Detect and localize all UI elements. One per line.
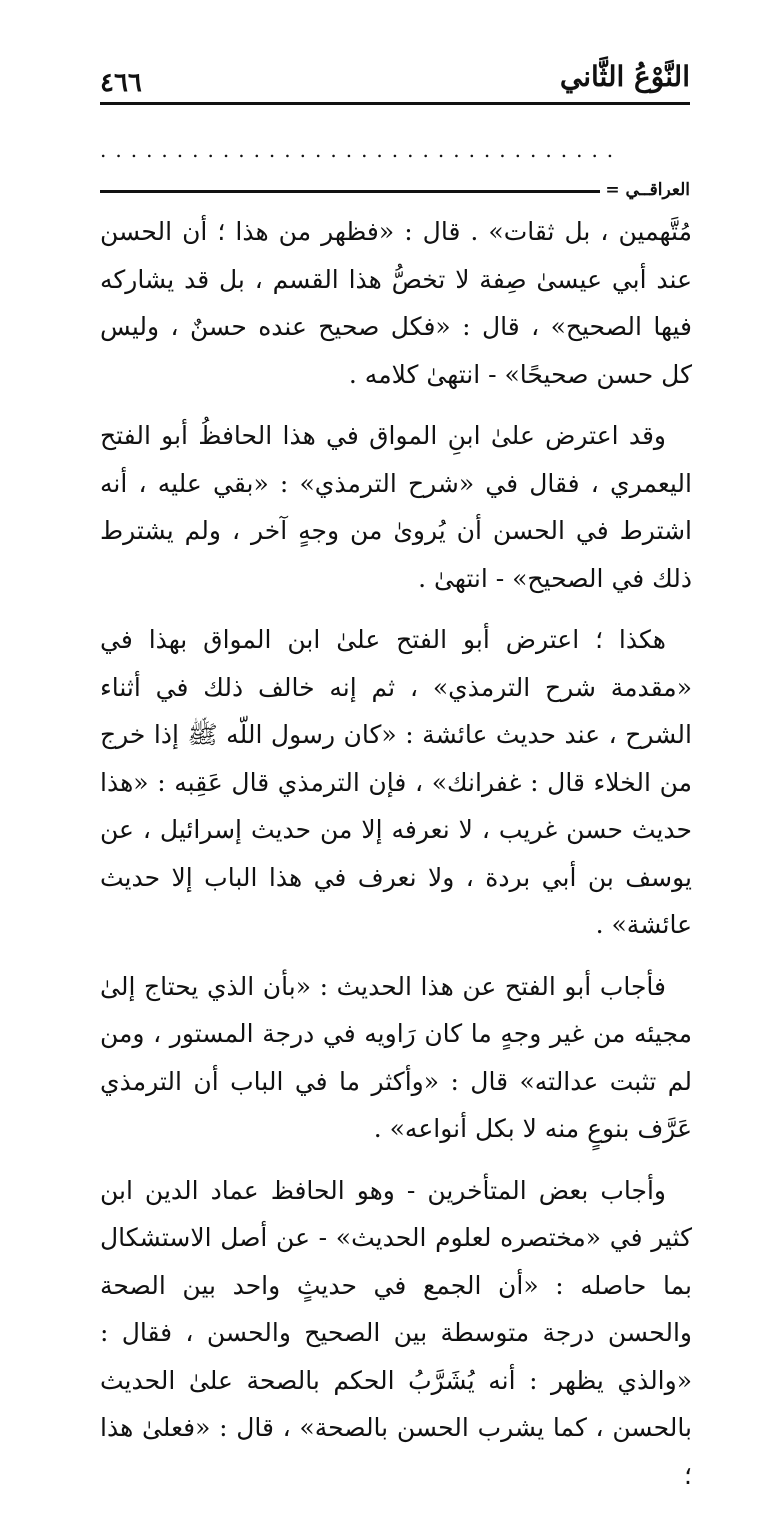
paragraph: هكذا ؛ اعترض أبو الفتح علىٰ ابن المواق بهذا في «مقدمة شرح الترمذي» ، ثم إنه خالف ذلك في أثناء الشرح ، عند حديث عائشة : «كان رسول اللّه ﷺ إذا خرج من الخلاء قال : غفرانك» ، فإن الترمذي قال عَقِبه : «هذا حديث حسن غريب ، لا نعرفه إلا من حديث إسرائيل ، عن يوسف بن أبي بردة ، ولا نعرف في هذا الباب إلا حديث عائشة» . — [100, 625, 692, 939]
paragraph: مُتَّهمين ، بل ثقات» . قال : «فظهر من هذا ؛ أن الحسن عند أبي عيسىٰ صِفة لا تخصُّ هذا القسم ، بل قد يشاركه فيها الصحيح» ، قال : «فكل صحيح عنده حسنٌ ، وليس كل حسن صحيحًا» - انتهىٰ كلامه . — [100, 217, 692, 389]
paragraph: فأجاب أبو الفتح عن هذا الحديث : «بأن الذي يحتاج إلىٰ مجيئه من غير وجهٍ ما كان رَاويه في درجة المستور ، ومن لم تثبت عدالته» قال : «وأكثر ما في الباب أن الترمذي عَرَّف بنوعٍ منه لا بكل أنواعه» . — [100, 971, 692, 1143]
gloss-rule — [100, 190, 600, 193]
paragraph: وأجاب بعض المتأخرين - وهو الحافظ عماد الدين ابن كثير في «مختصره لعلوم الحديث» - عن أصل الاستشكال بما حاصله : «أن الجمع في حديثٍ واحد بين الصحة والحسن درجة متوسطة بين الصحيح والحسن ، فقال : «والذي يظهر : أنه يُشَرَّبُ الحكم بالصحة علىٰ الحديث بالحسن ، كما يشرب الحسن بالصحة» ، قال : «فعلىٰ هذا ؛ — [100, 1175, 692, 1490]
page-number: ٤٦٦ — [100, 68, 142, 98]
paragraph: وقد اعترض علىٰ ابنِ المواق في هذا الحافظُ أبو الفتح اليعمري ، فقال في «شرح الترمذي» : «بقي عليه ، أنه اشترط في الحسن أن يُروىٰ من وجهٍ آخر ، ولم يشترط ذلك في الصحيح» - انتهىٰ . — [100, 421, 692, 593]
running-head: النَّوْعُ الثَّاني — [559, 60, 690, 93]
body-text — [100, 208, 692, 1513]
header-rule — [100, 102, 690, 105]
gloss-label: العراقــي = — [605, 180, 690, 200]
separator-dots: .................................. — [100, 138, 623, 162]
page-header — [100, 56, 690, 106]
